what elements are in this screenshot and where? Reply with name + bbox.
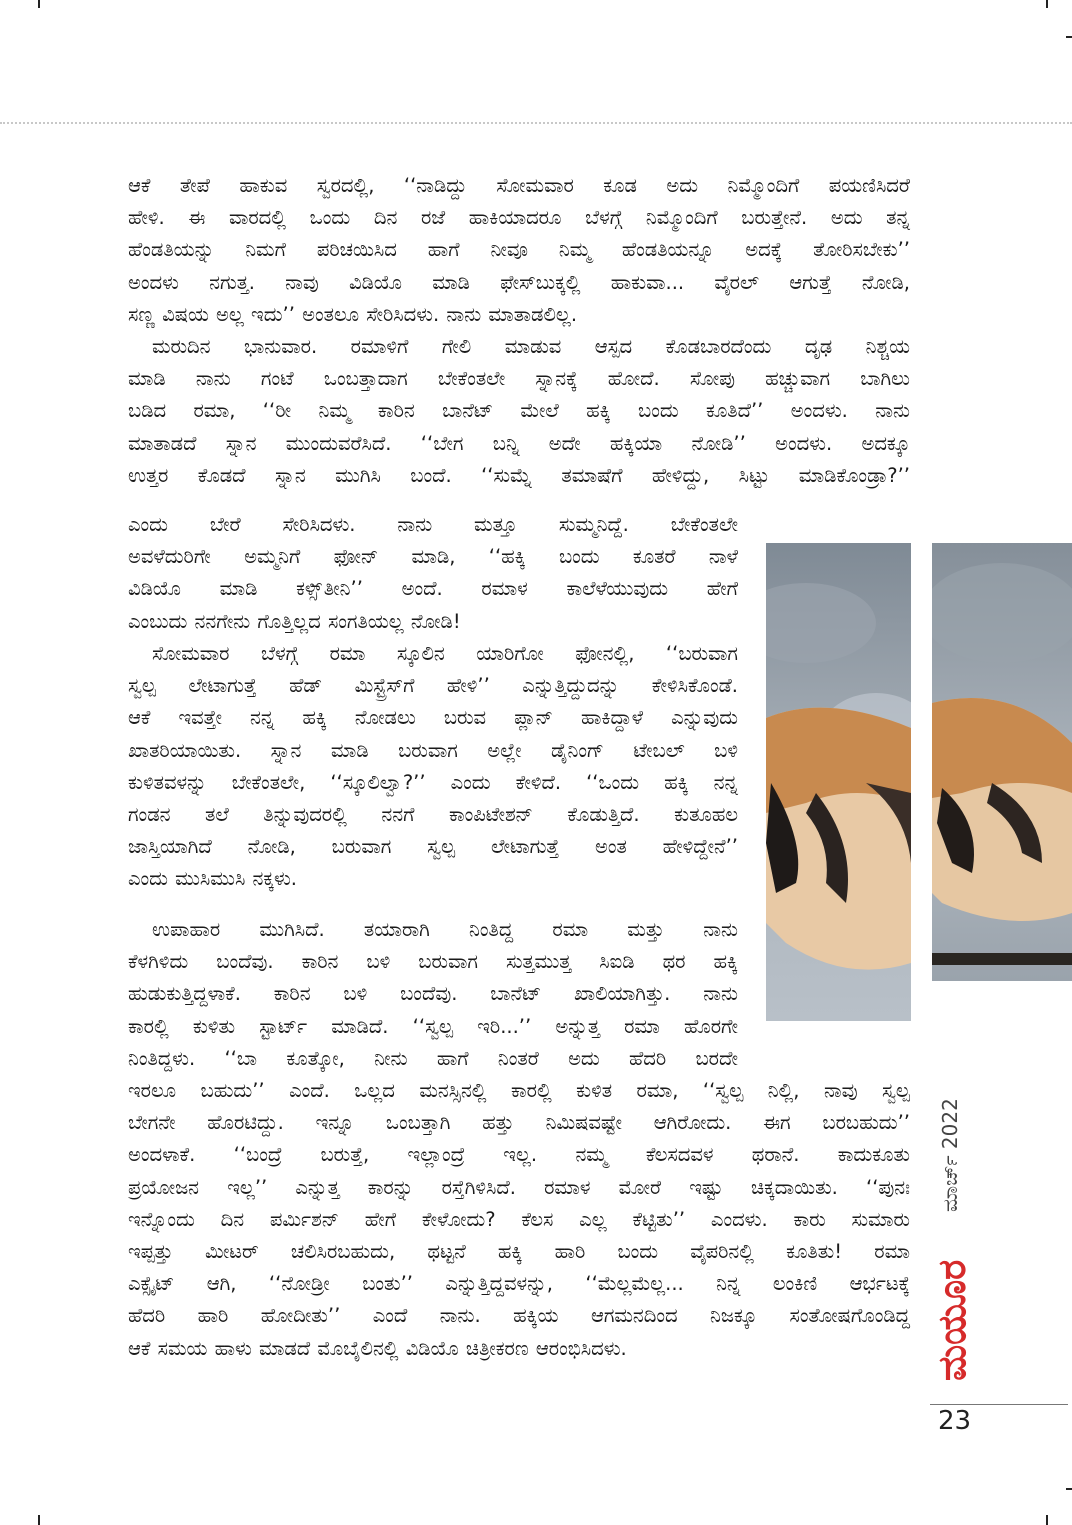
text-line: ನಿಂತಿದ್ದಳು. ‘‘ಬಾ ಕೂತ್ಕೋ, ನೀನು ಹಾಗೆ ನಿಂತರೆ ಅದು ಹೆದರಿ ಬರದೇ <box>128 1046 738 1070</box>
paragraph-1 <box>128 170 910 331</box>
header-dotted-rule <box>0 122 1072 124</box>
text-line: ಹೆಂಡತಿಯನ್ನು ನಿಮಗೆ ಪರಿಚಯಿಸಿದ ಹಾಗೆ ನೀವೂ ನಿಮ್ಮ ಹೆಂಡತಿಯನ್ನೂ ಅದಕ್ಕೆ ತೋರಿಸಬೇಕು’’ <box>128 238 910 262</box>
crop-mark-right-top <box>1066 36 1072 38</box>
text-line: ಕೆಳಗಿಳಿದು ಬಂದೆವು. ಕಾರಿನ ಬಳಿ ಬರುವಾಗ ಸುತ್ತಮುತ್ತ ಸಿಐಡಿ ಥರ ಹಕ್ಕಿ <box>128 950 738 974</box>
magazine-name: ಮಯೂರ <box>930 1259 974 1381</box>
page-number: 23 <box>938 1406 972 1436</box>
text-line: ಕುಳಿತವಳನ್ನು ಬೇಕೆಂತಲೇ, ‘‘ಸ್ಕೂಲಿಲ್ವಾ?’’ ಎಂದು ಕೇಳಿದೆ. ‘‘ಒಂದು ಹಕ್ಕಿ ನನ್ನ <box>128 770 738 794</box>
paragraph-3 <box>128 638 738 896</box>
text-line: ಪ್ರಯೋಜನ ಇಲ್ಲ’’ ಎನ್ನುತ್ತ ಕಾರನ್ನು ರಸ್ತೆಗಿಳಿಸಿದೆ. ರಮಾಳ ಮೋರೆ ಇಷ್ಟು ಚಿಕ್ಕದಾಯಿತು. ‘‘ಪುನಃ <box>128 1175 910 1199</box>
text-line: ಸಣ್ಣ ವಿಷಯ ಅಲ್ಲ ಇದು’’ ಅಂತಲೂ ಸೇರಿಸಿದಳು. ನಾನು ಮಾತಾಡಲಿಲ್ಲ. <box>128 302 578 326</box>
crop-mark-bottom-left <box>38 1515 40 1525</box>
text-line: ಇಪ್ಪತ್ತು ಮೀಟರ್ ಚಲಿಸಿರಬಹುದು, ಥಟ್ಟನೆ ಹಕ್ಕಿ ಹಾರಿ ಬಂದು ವೈಪರಿನಲ್ಲಿ ಕೂತಿತು! ರಮಾ <box>128 1240 910 1264</box>
text-line: ಆಕೆ ಇವತ್ತೇ ನನ್ನ ಹಕ್ಕಿ ನೋಡಲು ಬರುವ ಪ್ಲಾನ್ ಹಾಕಿದ್ದಾಳೆ ಎನ್ನುವುದು <box>128 706 738 730</box>
text-line: ಹೆದರಿ ಹಾರಿ ಹೋದೀತು’’ ಎಂದೆ ನಾನು. ಹಕ್ಕಿಯ ಆಗಮನದಿಂದ ನಿಜಕ್ಕೂ ಸಂತೋಷಗೊಂಡಿದ್ದ <box>128 1304 910 1328</box>
text-line: ಬಡಿದ ರಮಾ, ‘‘ರೀ ನಿಮ್ಮ ಕಾರಿನ ಬಾನೆಟ್ ಮೇಲೆ ಹಕ್ಕಿ ಬಂದು ಕೂತಿದೆ’’ ಅಂದಳು. ನಾನು <box>128 399 910 423</box>
text-line: ಬೇಗನೇ ಹೊರಟಿದ್ದು. ಇನ್ನೂ ಒಂಬತ್ತಾಗಿ ಹತ್ತು ನಿಮಿಷವಷ್ಟೇ ಆಗಿರೋದು. ಈಗ ಬರಬಹುದು’’ <box>128 1111 910 1135</box>
text-line: ಎಂಬುದು ನನಗೇನು ಗೊತ್ತಿಲ್ಲದ ಸಂಗತಿಯಲ್ಲ ನೋಡಿ! <box>128 609 461 633</box>
text-line: ಕಾರಲ್ಲಿ ಕುಳಿತು ಸ್ಟಾರ್ಟ್ ಮಾಡಿದೆ. ‘‘ಸ್ವಲ್ಪ ಇರಿ...’’ ಅನ್ನುತ್ತ ರಮಾ ಹೊರಗೇ <box>128 1014 738 1038</box>
text-line: ಉಪಾಹಾರ ಮುಗಿಸಿದೆ. ತಯಾರಾಗಿ ನಿಂತಿದ್ದ ರಮಾ ಮತ್ತು ನಾನು <box>152 918 738 941</box>
text-line: ಅವಳೆದುರಿಗೇ ಅಮ್ಮನಿಗೆ ಫೋನ್ ಮಾಡಿ, ‘‘ಹಕ್ಕಿ ಬಂದು ಕೂತರೆ ನಾಳೆ <box>128 545 738 569</box>
paragraph-2 <box>128 331 910 492</box>
text-line: ಅಂದಳಾಕೆ. ‘‘ಬಂದ್ರೆ ಬರುತ್ತೆ, ಇಲ್ಲಾಂದ್ರೆ ಇಲ್ಲ. ನಮ್ಮ ಕೆಲಸದವಳ ಥರಾನೆ. ಕಾದುಕೂತು <box>128 1143 910 1167</box>
text-line: ಮಾಡಿ ನಾನು ಗಂಟೆ ಒಂಬತ್ತಾದಾಗ ಬೇಕೆಂತಲೇ ಸ್ನಾನಕ್ಕೆ ಹೋದೆ. ಸೋಪು ಹಚ್ಚುವಾಗ ಬಾಗಿಲು <box>128 367 910 391</box>
text-line: ವಿಡಿಯೊ ಮಾಡಿ ಕಳ್ಸಿ್ತೀನಿ’’ ಅಂದೆ. ರಮಾಳ ಕಾಲೆಳೆಯುವುದು ಹೇಗೆ <box>128 577 738 601</box>
text-line: ಮರುದಿನ ಭಾನುವಾರ. ರಮಾಳಿಗೆ ಗೇಲಿ ಮಾಡುವ ಆಸ್ಪದ ಕೊಡಬಾರದೆಂದು ದೃಢ ನಿಶ್ಚಯ <box>152 335 910 358</box>
paragraph-2-continued <box>128 509 738 638</box>
text-line: ಉತ್ತರ ಕೊಡದೆ ಸ್ನಾನ ಮುಗಿಸಿ ಬಂದೆ. ‘‘ಸುಮ್ನೆ ತಮಾಷೆಗೆ ಹೇಳಿದ್ದು, ಸಿಟ್ಟು ಮಾಡಿಕೊಂಡ್ರಾ?’’ <box>128 463 910 487</box>
text-line: ಅಂದಳು ನಗುತ್ತ. ನಾವು ವಿಡಿಯೊ ಮಾಡಿ ಫೇಸ್‌ಬುಕ್ಕಲ್ಲಿ ಹಾಕುವಾ... ವೈರಲ್ ಆಗುತ್ತೆ ನೋಡಿ, <box>128 270 910 294</box>
text-line: ಎಕ್ಸೈಟ್ ಆಗಿ, ‘‘ನೋಡ್ರೀ ಬಂತು’’ ಎನ್ನುತ್ತಿದ್ದವಳನ್ನು, ‘‘ಮೆಲ್ಲಮೆಲ್ಲ... ನಿನ್ನ ಲಂಕಿಣಿ ಆರ್ಭಟಕ್ಕೆ <box>128 1272 910 1296</box>
text-line: ಹೇಳಿ. ಈ ವಾರದಲ್ಲಿ ಒಂದು ದಿನ ರಜೆ ಹಾಕಿಯಾದರೂ ಬೆಳಗ್ಗೆ ನಿಮ್ಮೊಂದಿಗೆ ಬರುತ್ತೇನೆ. ಅದು ತನ್ನ <box>128 206 910 230</box>
sidebar-issue-label <box>930 1090 974 1400</box>
text-line: ಎಂದು ಮುಸಿಮುಸಿ ನಕ್ಕಳು. <box>128 867 298 891</box>
bird-illustration-left <box>766 543 911 1021</box>
paragraph-4 <box>128 914 738 1075</box>
text-line: ಸೋಮವಾರ ಬೆಳಗ್ಗೆ ರಮಾ ಸ್ಕೂಲಿನ ಯಾರಿಗೋ ಫೋನಲ್ಲಿ, ‘‘ಬರುವಾಗ <box>152 642 738 665</box>
text-line: ಗಂಡನ ತಲೆ ತಿನ್ನುವುದರಲ್ಲಿ ನನಗೆ ಕಾಂಪಿಟೇಶನ್ ಕೊಡುತ್ತಿದೆ. ಕುತೂಹಲ <box>128 803 738 827</box>
issue-month: ಮಾರ್ಚ್ 2022 <box>938 1098 962 1212</box>
text-line: ಸ್ವಲ್ಪ ಲೇಟಾಗುತ್ತೆ ಹೆಡ್ ಮಿಸ್ಟ್ರೆಸ್‌ಗೆ ಹೇಳಿ’’ ಎನ್ನುತ್ತಿದ್ದುದನ್ನು ಕೇಳಿಸಿಕೊಂಡೆ. <box>128 674 738 698</box>
text-line: ಆಕೆ ತೇಪೆ ಹಾಕುವ ಸ್ವರದಲ್ಲಿ, ‘‘ನಾಡಿದ್ದು ಸೋಮವಾರ ಕೂಡ ಅದು ನಿಮ್ಮೊಂದಿಗೆ ಪಯಣಿಸಿದರೆ <box>128 174 910 197</box>
text-line: ಇರಲೂ ಬಹುದು’’ ಎಂದೆ. ಒಲ್ಲದ ಮನಸ್ಸಿನಲ್ಲಿ ಕಾರಲ್ಲಿ ಕುಳಿತ ರಮಾ, ‘‘ಸ್ವಲ್ಪ ನಿಲ್ಲಿ, ನಾವು ಸ್ವಲ್ಪ <box>128 1079 910 1102</box>
text-line: ಎಂದು ಬೇರೆ ಸೇರಿಸಿದಳು. ನಾನು ಮತ್ತೂ ಸುಮ್ಮನಿದ್ದೆ. ಬೇಕೆಂತಲೇ <box>128 513 738 536</box>
paragraph-4-continued <box>128 1075 910 1365</box>
text-line: ಮಾತಾಡದೆ ಸ್ನಾನ ಮುಂದುವರೆಸಿದೆ. ‘‘ಬೇಗ ಬನ್ನಿ ಅದೇ ಹಕ್ಕಿಯಾ ನೋಡಿ’’ ಅಂದಳು. ಅದಕ್ಕೂ <box>128 431 910 455</box>
crop-mark-right-bottom <box>1066 1488 1072 1490</box>
text-line: ಇನ್ನೊಂದು ದಿನ ಪರ್ಮಿಶನ್ ಹೇಗೆ ಕೇಳೋದು? ಕೆಲಸ ಎಲ್ಲ ಕೆಟ್ಟಿತು’’ ಎಂದಳು. ಕಾರು ಸುಮಾರು <box>128 1207 910 1231</box>
text-line: ಜಾಸ್ತಿಯಾಗಿದೆ ನೋಡಿ, ಬರುವಾಗ ಸ್ವಲ್ಪ ಲೇಟಾಗುತ್ತೆ ಅಂತ ಹೇಳಿದ್ದೇನೆ’’ <box>128 835 738 859</box>
text-line: ಆಕೆ ಸಮಯ ಹಾಳು ಮಾಡದೆ ಮೊಬೈಲಿನಲ್ಲಿ ವಿಡಿಯೊ ಚಿತ್ರೀಕರಣ ಆರಂಭಿಸಿದಳು. <box>128 1336 627 1360</box>
text-line: ಖಾತರಿಯಾಯಿತು. ಸ್ನಾನ ಮಾಡಿ ಬರುವಾಗ ಅಲ್ಲೇ ಡೈನಿಂಗ್ ಟೇಬಲ್ ಬಳಿ <box>128 738 738 762</box>
bird-illustration-right <box>932 543 1072 981</box>
page-number-rule <box>930 1404 1068 1405</box>
crop-mark-top-right <box>1046 0 1048 8</box>
crop-mark-bottom-right <box>1046 1515 1048 1525</box>
text-line: ಹುಡುಕುತ್ತಿದ್ದಳಾಕೆ. ಕಾರಿನ ಬಳಿ ಬಂದೆವು. ಬಾನೆಟ್ ಖಾಲಿಯಾಗಿತ್ತು. ನಾನು <box>128 982 738 1006</box>
crop-mark-top-left <box>38 0 40 8</box>
